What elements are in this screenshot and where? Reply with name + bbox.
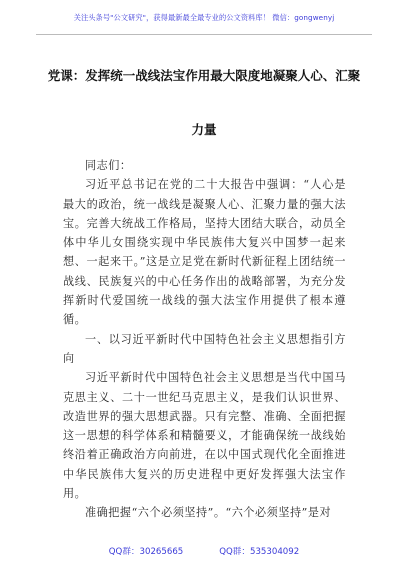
- header-divider: [36, 34, 372, 35]
- document-title-line-1: 党课：发挥统一战线法宝作用最大限度地凝聚人心、汇聚: [47, 68, 361, 83]
- header-notice: 关注头条号"公文研究"，获得最新最全最专业的公文资料库！ 微信：gongwenyj: [73, 13, 335, 22]
- section-heading-1: 一、以习近平新时代中国特色社会主义思想指引方向: [63, 332, 346, 365]
- paragraph-2: 习近平新时代中国特色社会主义思想是当代中国马克思主义、二十一世纪马克思主义，是我们认识世界、改造世界的强大思想武器。只有完整、准确、全面把握这一思想的科学体系和精髓要义，才能确保统一战线始终沿着正确政治方向前进，在以中国式现代化全面推进中华民族伟大复兴的历史进程中更好发挥强大法宝作用。: [63, 371, 346, 501]
- salutation: 同志们：: [85, 159, 132, 172]
- footer-contact: [0, 545, 408, 557]
- document-body: [63, 156, 346, 523]
- footer-qq-group-2: QQ群：535304092: [219, 547, 300, 557]
- paragraph-1: 习近平总书记在党的二十大报告中强调：“人心是最大的政治，统一战线是凝聚人心、汇聚力量的强大法宝。完善大统战工作格局，坚持大团结大联合，动员全体中华儿女围绕实现中华民族伟大复兴中国梦一起来想、一起来干。”这是立足党在新时代新征程上团结统一战线、民族复兴的中心任务作出的战略部署，为充分发挥新时代爱国统一战线的强大法宝作用提供了根本遵循。: [63, 178, 346, 327]
- paragraph-3: 准确把握“六个必须坚持”。“六个必须坚持”是对: [85, 506, 332, 520]
- footer-qq-group-1: QQ群：30265665: [108, 547, 184, 557]
- document-title-line-2: 力量: [191, 122, 217, 137]
